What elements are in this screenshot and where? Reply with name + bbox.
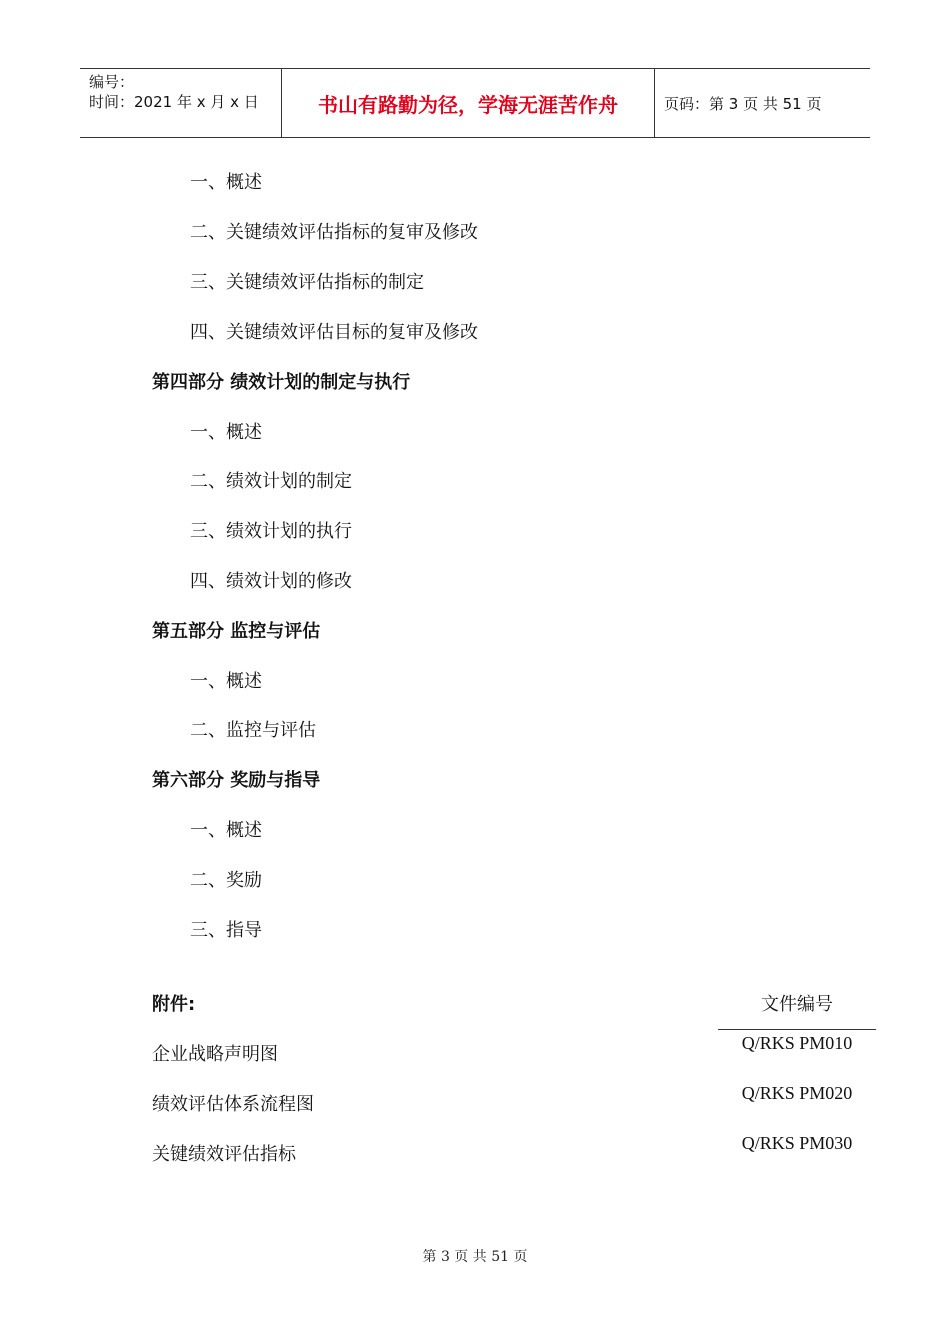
toc-item: 一、概述 — [190, 172, 262, 193]
toc-part-heading: 第四部分 绩效计划的制定与执行 — [152, 372, 411, 393]
attachment-code: Q/RKS PM010 — [741, 1033, 853, 1053]
attachment-name: 绩效评估体系流程图 — [152, 1094, 314, 1115]
toc-item: 二、关键绩效评估指标的复审及修改 — [190, 222, 478, 243]
toc-item: 一、概述 — [190, 422, 262, 443]
toc-item: 二、监控与评估 — [190, 720, 316, 741]
toc-item: 四、绩效计划的修改 — [190, 571, 352, 592]
toc-item: 二、奖励 — [190, 870, 262, 891]
toc-item: 一、概述 — [190, 820, 262, 841]
file-number-header: 文件编号 — [761, 994, 833, 1015]
attachments-heading: 附件: — [152, 994, 196, 1015]
attachment-name: 关键绩效评估指标 — [152, 1144, 296, 1165]
toc-item: 一、概述 — [190, 671, 262, 692]
page-header — [80, 68, 870, 138]
header-page-number: 页码：第 3 页 共 51 页 — [664, 94, 822, 113]
toc-item: 三、绩效计划的执行 — [190, 521, 352, 542]
attachment-code: Q/RKS PM020 — [741, 1083, 853, 1103]
toc-item: 三、指导 — [190, 920, 262, 941]
header-motto: 书山有路勤为径，学海无涯苦作舟 — [281, 69, 655, 137]
toc-part-heading: 第六部分 奖励与指导 — [152, 770, 321, 791]
attachment-name: 企业战略声明图 — [152, 1044, 278, 1065]
toc-part-heading: 第五部分 监控与评估 — [152, 621, 321, 642]
header-meta — [80, 69, 281, 137]
toc-item: 四、关键绩效评估目标的复审及修改 — [190, 322, 478, 343]
attachment-code: Q/RKS PM030 — [741, 1133, 853, 1153]
file-number-divider — [718, 1029, 876, 1030]
page-footer: 第 3 页 共 51 页 — [422, 1249, 528, 1265]
document-number-label: 编号： — [89, 73, 135, 91]
toc-item: 三、关键绩效评估指标的制定 — [190, 272, 424, 293]
document-date: 时间：2021 年 x 月 x 日 — [89, 93, 259, 111]
toc-item: 二、绩效计划的制定 — [190, 471, 352, 492]
